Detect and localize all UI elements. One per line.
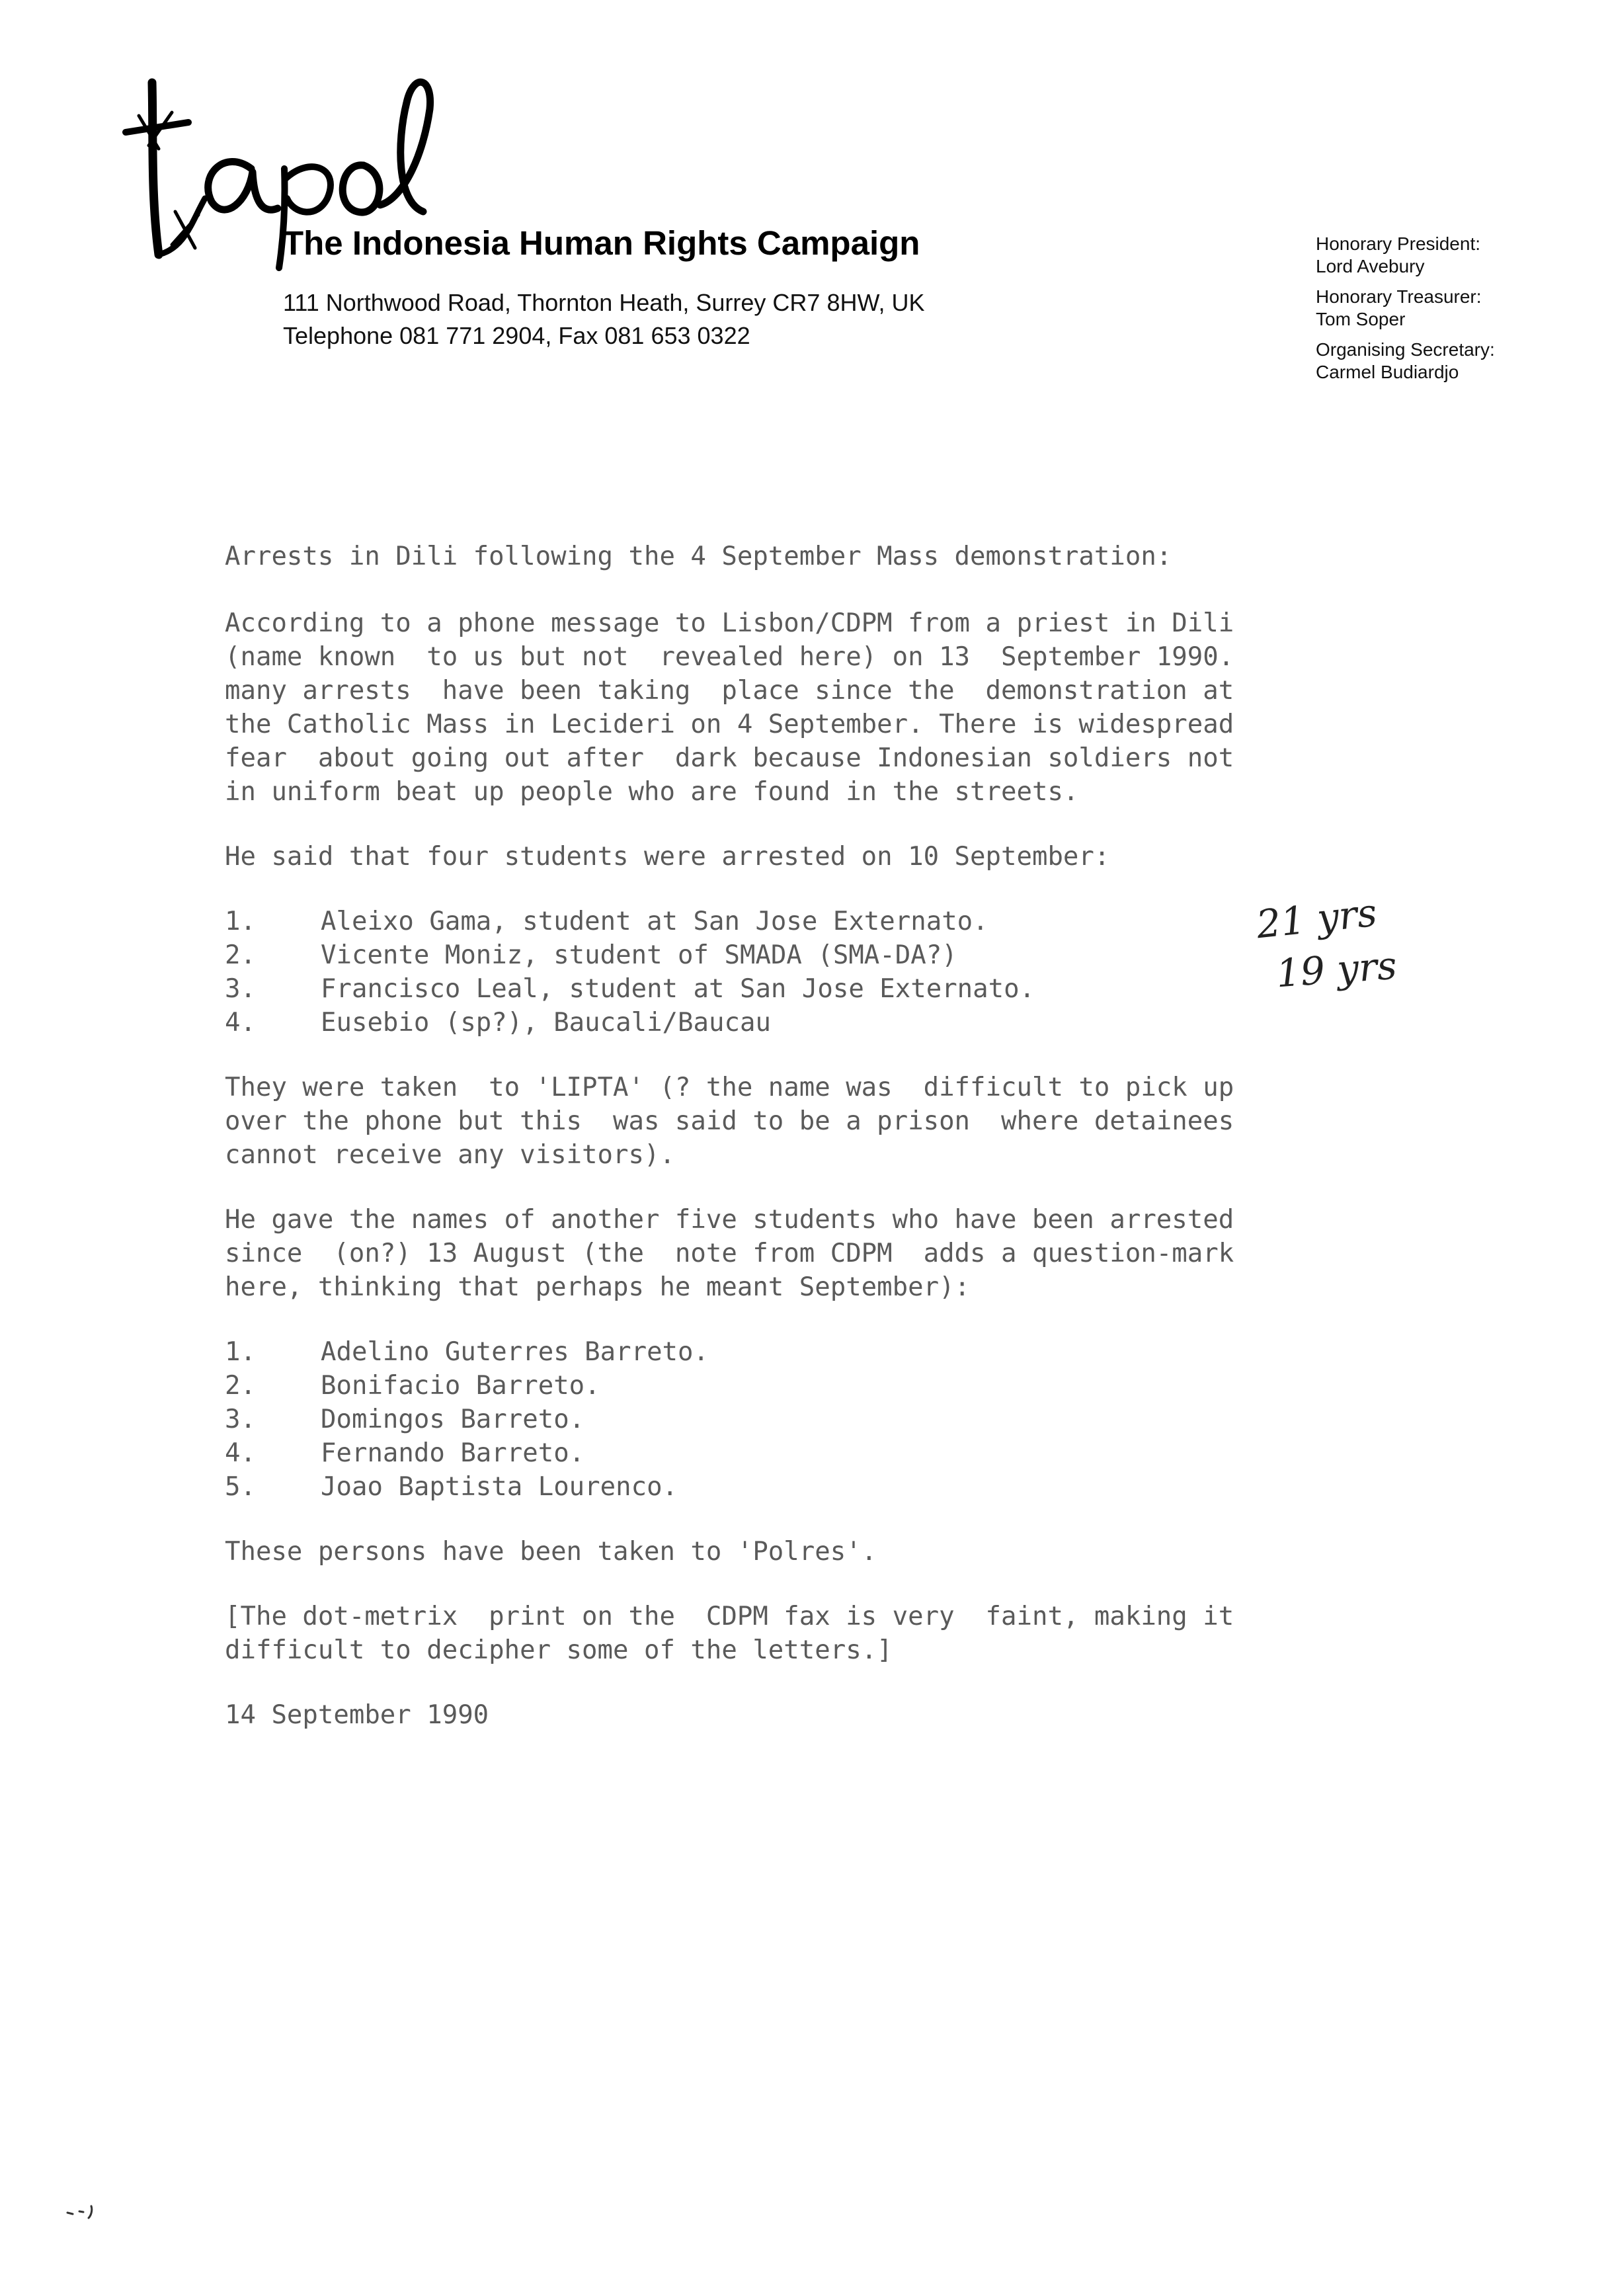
- address-line: 111 Northwood Road, Thornton Heath, Surrey CR7 8HW, UK: [283, 289, 925, 316]
- list-text: Joao Baptista Lourenco.: [321, 1472, 678, 1502]
- text-line: [The dot-metrix print on the CDPM fax is very faint, making it: [225, 1602, 1234, 1631]
- text-line: over the phone but this was said to be a prison where detainees: [225, 1106, 1234, 1136]
- list-number: 2.: [225, 1371, 256, 1401]
- text-line: According to a phone message to Lisbon/CDPM from a priest in Dili: [225, 608, 1234, 638]
- text-line: cannot receive any visitors).: [225, 1140, 675, 1170]
- officer-name: Carmel Budiardjo: [1316, 362, 1459, 382]
- text-line: fear about going out after dark because Indonesian soldiers not: [225, 743, 1234, 773]
- arrest-list-2: [225, 1335, 1534, 1504]
- list-item: [225, 1470, 1534, 1504]
- list-text: Eusebio (sp?), Baucali/Baucau: [321, 1008, 771, 1038]
- paragraph-4: [225, 1203, 1534, 1304]
- list-number: 1.: [225, 1337, 256, 1367]
- list-text: Fernando Barreto.: [321, 1438, 585, 1468]
- handwritten-age-note: 21 yrs: [1254, 889, 1379, 948]
- list-text: Adelino Guterres Barreto.: [321, 1337, 709, 1367]
- paragraph-6: [225, 1600, 1534, 1667]
- text-line: difficult to decipher some of the letters.]: [225, 1635, 893, 1665]
- paragraph-3: [225, 1071, 1534, 1172]
- officer-role: Organising Secretary:: [1316, 339, 1495, 360]
- text-line: the Catholic Mass in Lecideri on 4 September. There is widespread: [225, 710, 1234, 739]
- letterhead-address: [283, 286, 924, 352]
- text-line: in uniform beat up people who are found in the streets.: [225, 777, 1079, 807]
- list-number: 3.: [225, 1405, 256, 1434]
- text-line: (name known to us but not revealed here) on 13 September 1990.: [225, 642, 1234, 672]
- list-item: [225, 1403, 1534, 1436]
- list-number: 3.: [225, 974, 256, 1004]
- letter-body: [225, 540, 1534, 1732]
- letter-title: Arrests in Dili following the 4 September Mass demonstration:: [225, 542, 1172, 571]
- officers-block: [1316, 233, 1495, 391]
- paragraph-1: [225, 606, 1534, 809]
- text-line: many arrests have been taking place since the demonstration at: [225, 676, 1234, 706]
- list-number: 2.: [225, 940, 256, 970]
- text-line: They were taken to 'LIPTA' (? the name was difficult to pick up: [225, 1073, 1234, 1102]
- list-number: 4.: [225, 1438, 256, 1468]
- telephone-fax-line: Telephone 081 771 2904, Fax 081 653 0322: [283, 322, 750, 349]
- list-text: Domingos Barreto.: [321, 1405, 585, 1434]
- list-text: Bonifacio Barreto.: [321, 1371, 600, 1401]
- officer-name: Tom Soper: [1316, 309, 1406, 329]
- paragraph-5: These persons have been taken to 'Polres'.: [225, 1537, 877, 1567]
- list-text: Aleixo Gama, student at San Jose Externato.: [321, 907, 988, 936]
- letter-date: 14 September 1990: [225, 1700, 489, 1730]
- list-number: 1.: [225, 907, 256, 936]
- list-number: 5.: [225, 1472, 256, 1502]
- list-item: [225, 1006, 1534, 1040]
- officer-role: Honorary President:: [1316, 233, 1481, 254]
- organisation-name: The Indonesia Human Rights Campaign: [283, 224, 920, 262]
- text-line: here, thinking that perhaps he meant September):: [225, 1272, 971, 1302]
- officer-name: Lord Avebury: [1316, 256, 1425, 276]
- handwritten-age-note: 19 yrs: [1274, 942, 1398, 997]
- paragraph-2: He said that four students were arrested on 10 September:: [225, 842, 1110, 872]
- list-text: Vicente Moniz, student of SMADA (SMA-DA?): [321, 940, 957, 970]
- list-item: [225, 1369, 1534, 1403]
- list-number: 4.: [225, 1008, 256, 1038]
- list-item: [225, 1436, 1534, 1470]
- text-line: He gave the names of another five students who have been arrested: [225, 1205, 1234, 1235]
- scan-mark: [65, 2201, 104, 2221]
- list-text: Francisco Leal, student at San Jose Externato.: [321, 974, 1035, 1004]
- officer-role: Honorary Treasurer:: [1316, 286, 1482, 307]
- list-item: [225, 1335, 1534, 1369]
- text-line: since (on?) 13 August (the note from CDPM adds a question-mark: [225, 1239, 1234, 1268]
